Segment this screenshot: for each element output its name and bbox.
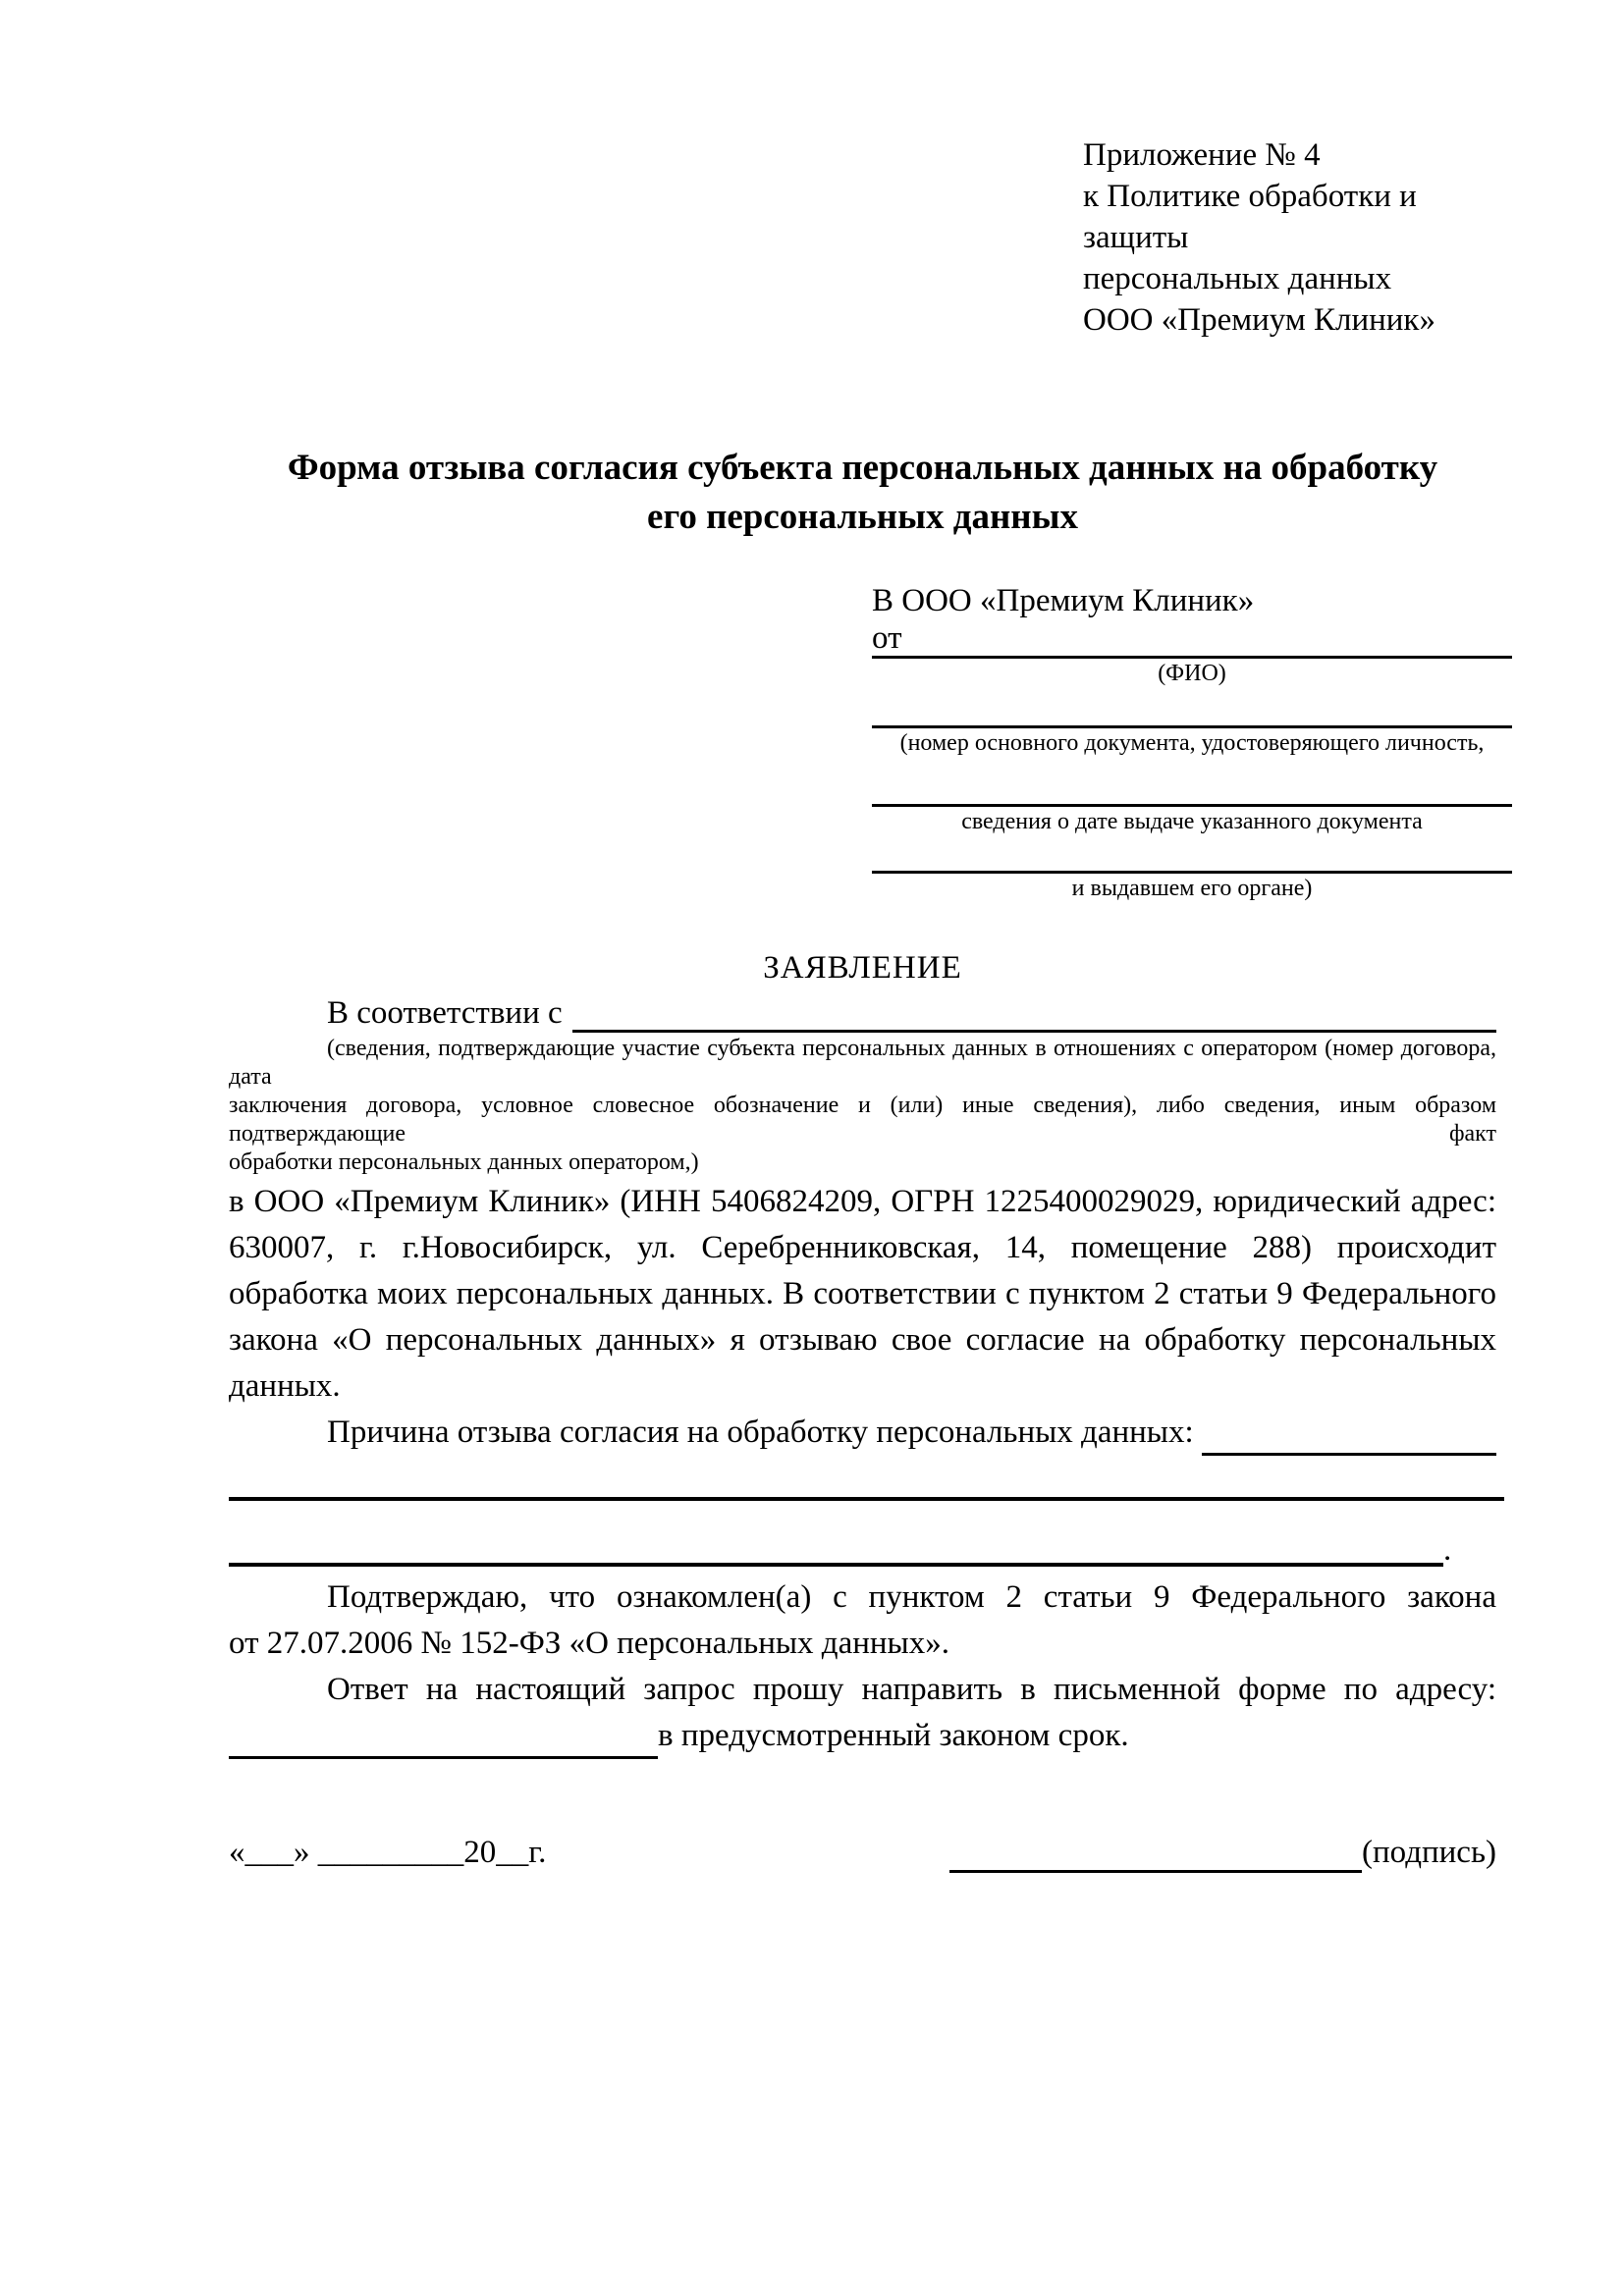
reason-blank-line-1: [229, 1497, 1504, 1501]
signature-caption: (подпись): [1362, 1835, 1496, 1870]
accordance-fill-line: [572, 994, 1496, 1033]
page-title-line: Форма отзыва согласия субъекта персональных данных на обработку: [287, 448, 1438, 488]
header-line: к Политике обработки и защиты: [1083, 179, 1417, 255]
body-line: в ООО «Премиум Клиник» (ИНН 5406824209, ОГРН 1225400029029, юридический адрес:: [229, 1184, 1496, 1219]
reply-term-text: в предусмотренный законом срок.: [658, 1718, 1129, 1753]
body-line: закона «О персональных данных» я отзываю свое согласие на обработку персональных: [229, 1322, 1496, 1358]
note-caption: [229, 1035, 1496, 1177]
header-line: персональных данных: [1083, 261, 1392, 296]
header-line: ООО «Премиум Клиник»: [1083, 302, 1435, 338]
date-blank: «___» _________20__г.: [229, 1835, 547, 1870]
page-title: [229, 444, 1496, 542]
reply-request-line: Ответ на настоящий запрос прошу направить в письменной форме по адресу:: [327, 1672, 1496, 1707]
body-line: обработка моих персональных данных. В соответствии с пунктом 2 статьи 9 Федерального: [229, 1276, 1496, 1311]
field-issuing-authority: [872, 871, 1512, 903]
statement-heading: ЗАЯВЛЕНИЕ: [763, 950, 962, 986]
field-document-number: [872, 725, 1512, 758]
addressee-block: [872, 581, 1512, 903]
reason-blank-line-2-fill: [229, 1533, 1443, 1567]
body-line: 630007, г. г.Новосибирск, ул. Серебренниковская, 14, помещение 288) происходит: [229, 1230, 1496, 1265]
document-number-caption: (номер основного документа, удостоверяющего личность,: [899, 730, 1485, 756]
reason-blank-line-2: [229, 1533, 1496, 1567]
body-line: данных.: [229, 1368, 341, 1404]
reply-address-fill-line: [229, 1717, 658, 1759]
accordance-row: [229, 993, 1496, 1033]
confirmation-line: от 27.07.2006 № 152-ФЗ «О персональных данных».: [229, 1626, 949, 1661]
confirmation-paragraph: [229, 1575, 1496, 1667]
signature-fill-line: [949, 1835, 1362, 1873]
page-title-line: его персональных данных: [647, 497, 1078, 537]
addressee-from-label: от: [872, 620, 902, 656]
reason-fill-line: [1202, 1417, 1496, 1456]
confirmation-line: Подтверждаю, что ознакомлен(а) с пунктом 2 статьи 9 Федерального закона: [327, 1579, 1496, 1615]
reason-label: Причина отзыва согласия на обработку персональных данных:: [327, 1415, 1194, 1450]
issue-date-caption: сведения о дате выдаче указанного документа: [961, 809, 1423, 834]
note-line: заключения договора, условное словесное обозначение и (или) иные сведения), либо сведения, иным образом подтверждающие факт: [229, 1093, 1496, 1147]
header-line: Приложение № 4: [1083, 137, 1321, 173]
addressee-to: В ООО «Премиум Клиник»: [872, 583, 1255, 618]
reason-row: [229, 1410, 1496, 1456]
signature-row: [229, 1832, 1496, 1873]
body-paragraph: [229, 1179, 1496, 1410]
signature-area: [949, 1832, 1496, 1873]
accordance-lead: В соответствии с: [327, 995, 563, 1031]
fio-caption: (ФИО): [1158, 661, 1226, 686]
note-line: обработки персональных данных оператором,): [229, 1149, 699, 1175]
note-line: (сведения, подтверждающие участие субъекта персональных данных в отношениях с оператором (номер договора, дата: [229, 1036, 1496, 1090]
reply-address-row: [229, 1713, 1496, 1759]
period-mark: .: [1443, 1532, 1452, 1568]
appendix-header: [1083, 134, 1496, 341]
issuing-authority-caption: и выдавшем его органе): [1071, 876, 1313, 901]
field-fio: [872, 656, 1512, 688]
field-issue-date: [872, 804, 1512, 836]
